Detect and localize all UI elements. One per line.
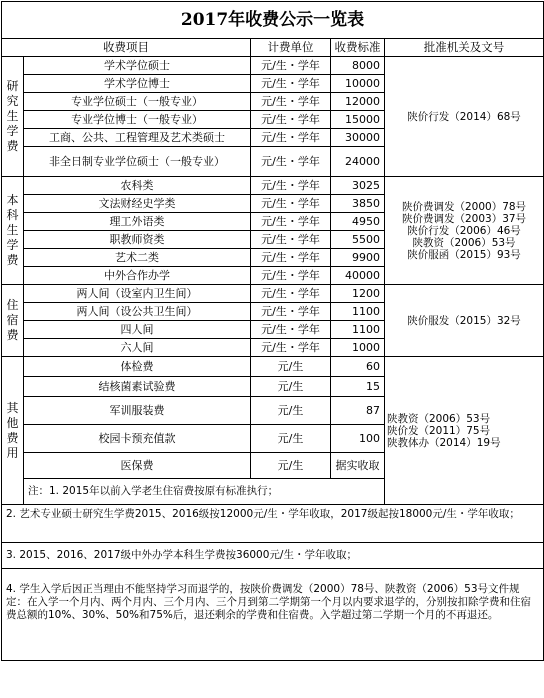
fee-amount: 1200 bbox=[331, 285, 385, 303]
fee-item: 校园卡预充值款 bbox=[24, 425, 251, 453]
approval-accommodation: 陕价服发（2015）32号 bbox=[385, 285, 544, 357]
fee-amount: 15 bbox=[331, 377, 385, 397]
fee-unit: 元/生・学年 bbox=[251, 339, 331, 357]
fee-item: 六人间 bbox=[24, 339, 251, 357]
note-1: 注：1. 2015年以前入学老生住宿费按原有标准执行； bbox=[24, 479, 544, 505]
note-row bbox=[2, 505, 544, 543]
fee-amount: 15000 bbox=[331, 111, 385, 129]
note-2: 2. 艺术专业硕士研究生学费2015、2016级按12000元/生・学年收取，2017级起按18000元/生・学年收取； bbox=[2, 505, 544, 543]
fee-item: 职教师资类 bbox=[24, 231, 251, 249]
fee-item: 专业学位博士（一般专业） bbox=[24, 111, 251, 129]
fee-amount: 1100 bbox=[331, 303, 385, 321]
fee-item: 两人间（设公共卫生间） bbox=[24, 303, 251, 321]
fee-item: 学术学位硕士 bbox=[24, 57, 251, 75]
fee-item: 农科类 bbox=[24, 177, 251, 195]
approval-line: 陕价发（2011）75号 bbox=[387, 424, 491, 437]
fee-amount: 24000 bbox=[331, 147, 385, 177]
fee-item: 军训服装费 bbox=[24, 397, 251, 425]
fee-amount: 60 bbox=[331, 357, 385, 377]
note-4: 4. 学生入学后因正当理由不能坚持学习而退学的，按陕价费调发（2000）78号、陕教资（2006）53号文件规定：在入学一个月内、两个月内、三个月内、三个月到第二学期第一个月以内要求退学的，分别按扣除学费和住宿费总额的10%、30%、50%和75%后，退还剩余的学费和住宿费。入学超过第二学期一个月的不再退还。 bbox=[2, 569, 544, 661]
category-other: 其 他 费 用 bbox=[2, 357, 24, 505]
approval-line: 陕价费调发（2000）78号 bbox=[401, 200, 527, 213]
category-graduate: 研 究 生 学 费 bbox=[2, 57, 24, 177]
fee-amount: 1000 bbox=[331, 339, 385, 357]
fee-amount: 87 bbox=[331, 397, 385, 425]
fee-item: 艺术二类 bbox=[24, 249, 251, 267]
header-standard: 收费标准 bbox=[331, 39, 385, 57]
fee-unit: 元/生・学年 bbox=[251, 213, 331, 231]
fee-unit: 元/生 bbox=[251, 377, 331, 397]
fee-amount: 100 bbox=[331, 425, 385, 453]
fee-unit: 元/生 bbox=[251, 453, 331, 479]
fee-table bbox=[1, 1, 544, 661]
fee-unit: 元/生・学年 bbox=[251, 267, 331, 285]
fee-item: 非全日制专业学位硕士（一般专业） bbox=[24, 147, 251, 177]
header-row bbox=[2, 39, 544, 57]
fee-unit: 元/生 bbox=[251, 357, 331, 377]
fee-item: 两人间（设室内卫生间） bbox=[24, 285, 251, 303]
fee-unit: 元/生・学年 bbox=[251, 249, 331, 267]
fee-item: 工商、公共、工程管理及艺术类硕士 bbox=[24, 129, 251, 147]
fee-amount: 4950 bbox=[331, 213, 385, 231]
fee-amount: 3025 bbox=[331, 177, 385, 195]
fee-item: 四人间 bbox=[24, 321, 251, 339]
table-row bbox=[2, 357, 544, 377]
fee-unit: 元/生・学年 bbox=[251, 75, 331, 93]
fee-unit: 元/生・学年 bbox=[251, 285, 331, 303]
fee-unit: 元/生・学年 bbox=[251, 177, 331, 195]
approval-line: 陕教资（2006）53号 bbox=[387, 412, 491, 425]
fee-amount: 40000 bbox=[331, 267, 385, 285]
category-undergraduate: 本 科 生 学 费 bbox=[2, 177, 24, 285]
fee-unit: 元/生 bbox=[251, 425, 331, 453]
fee-item: 结核菌素试验费 bbox=[24, 377, 251, 397]
fee-item: 理工外语类 bbox=[24, 213, 251, 231]
fee-unit: 元/生・学年 bbox=[251, 147, 331, 177]
table-row bbox=[2, 285, 544, 303]
header-approval: 批准机关及文号 bbox=[385, 39, 544, 57]
approval-line: 陕价行发（2006）46号 bbox=[407, 224, 521, 237]
fee-amount: 5500 bbox=[331, 231, 385, 249]
fee-unit: 元/生・学年 bbox=[251, 129, 331, 147]
table-row bbox=[2, 177, 544, 195]
fee-amount: 30000 bbox=[331, 129, 385, 147]
category-accommodation: 住 宿 费 bbox=[2, 285, 24, 357]
note-row bbox=[2, 569, 544, 661]
fee-amount: 9900 bbox=[331, 249, 385, 267]
fee-item: 文法财经史学类 bbox=[24, 195, 251, 213]
note-3: 3. 2015、2016、2017级中外办学本科生学费按36000元/生・学年收取； bbox=[2, 543, 544, 569]
approval-line: 陕价服函（2015）93号 bbox=[407, 248, 521, 261]
fee-amount: 据实收取 bbox=[331, 453, 385, 479]
fee-amount: 8000 bbox=[331, 57, 385, 75]
approval-line: 陕教资（2006）53号 bbox=[412, 236, 516, 249]
fee-amount: 1100 bbox=[331, 321, 385, 339]
fee-item: 医保费 bbox=[24, 453, 251, 479]
fee-amount: 12000 bbox=[331, 93, 385, 111]
fee-amount: 3850 bbox=[331, 195, 385, 213]
fee-item: 专业学位硕士（一般专业） bbox=[24, 93, 251, 111]
approval-line: 陕教体办（2014）19号 bbox=[387, 436, 501, 449]
page-title: 2017年收费公示一览表 bbox=[2, 2, 544, 39]
fee-unit: 元/生・学年 bbox=[251, 111, 331, 129]
fee-amount: 10000 bbox=[331, 75, 385, 93]
fee-unit: 元/生・学年 bbox=[251, 93, 331, 111]
fee-unit: 元/生・学年 bbox=[251, 195, 331, 213]
fee-unit: 元/生・学年 bbox=[251, 321, 331, 339]
header-unit: 计费单位 bbox=[251, 39, 331, 57]
fee-item: 中外合作办学 bbox=[24, 267, 251, 285]
approval-graduate: 陕价行发（2014）68号 bbox=[385, 57, 544, 177]
fee-unit: 元/生・学年 bbox=[251, 303, 331, 321]
fee-unit: 元/生・学年 bbox=[251, 57, 331, 75]
approval-undergraduate bbox=[385, 177, 544, 285]
table-row bbox=[2, 57, 544, 75]
header-item: 收费项目 bbox=[2, 39, 251, 57]
approval-line: 陕价费调发（2003）37号 bbox=[401, 212, 527, 225]
fee-unit: 元/生 bbox=[251, 397, 331, 425]
fee-unit: 元/生・学年 bbox=[251, 231, 331, 249]
fee-item: 学术学位博士 bbox=[24, 75, 251, 93]
note-row bbox=[2, 543, 544, 569]
note-row bbox=[2, 479, 544, 505]
fee-item: 体检费 bbox=[24, 357, 251, 377]
